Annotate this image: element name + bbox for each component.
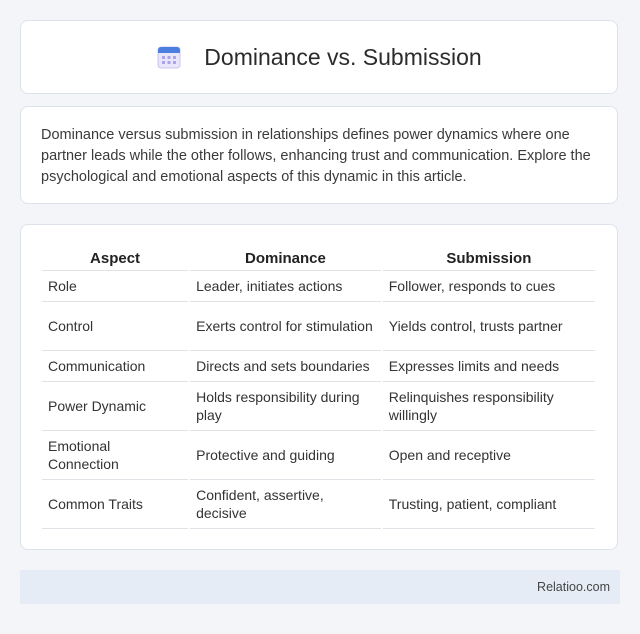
table-row	[42, 271, 595, 302]
comparison-table	[40, 245, 597, 529]
cell-dominance: Exerts control for stimulation	[190, 302, 381, 351]
comparison-card	[20, 224, 618, 550]
header-aspect: Aspect	[42, 245, 188, 271]
cell-aspect: Common Traits	[42, 480, 188, 529]
cell-submission: Trusting, patient, compliant	[383, 480, 595, 529]
cell-aspect: Control	[42, 302, 188, 351]
intro-text: Dominance versus submission in relationships defines power dynamics where one partner leads while the other follows, enhancing trust and communication. Explore the psychological and emotional aspects of this dynamic in this article.	[41, 127, 591, 185]
cell-aspect: Emotional Connection	[42, 431, 188, 480]
table-row	[42, 302, 595, 351]
table-row	[42, 480, 595, 529]
table-row	[42, 431, 595, 480]
table-row	[42, 382, 595, 431]
cell-submission: Open and receptive	[383, 431, 595, 480]
table-row	[42, 351, 595, 382]
cell-aspect: Communication	[42, 351, 188, 382]
intro-card	[20, 106, 618, 204]
header-dominance: Dominance	[190, 245, 381, 271]
cell-dominance: Protective and guiding	[190, 431, 381, 480]
cell-submission: Yields control, trusts partner	[383, 302, 595, 351]
cell-dominance: Confident, assertive, decisive	[190, 480, 381, 529]
table-header-row	[42, 245, 595, 271]
footer-bar	[20, 570, 620, 604]
calendar-icon	[156, 44, 182, 70]
header-card	[20, 20, 618, 94]
cell-submission: Relinquishes responsibility willingly	[383, 382, 595, 431]
cell-aspect: Power Dynamic	[42, 382, 188, 431]
footer-brand[interactable]: Relatioo.com	[537, 580, 610, 594]
page-title: Dominance vs. Submission	[204, 43, 482, 70]
cell-aspect: Role	[42, 271, 188, 302]
cell-submission: Expresses limits and needs	[383, 351, 595, 382]
cell-dominance: Directs and sets boundaries	[190, 351, 381, 382]
cell-submission: Follower, responds to cues	[383, 271, 595, 302]
header-submission: Submission	[383, 245, 595, 271]
cell-dominance: Holds responsibility during play	[190, 382, 381, 431]
cell-dominance: Leader, initiates actions	[190, 271, 381, 302]
